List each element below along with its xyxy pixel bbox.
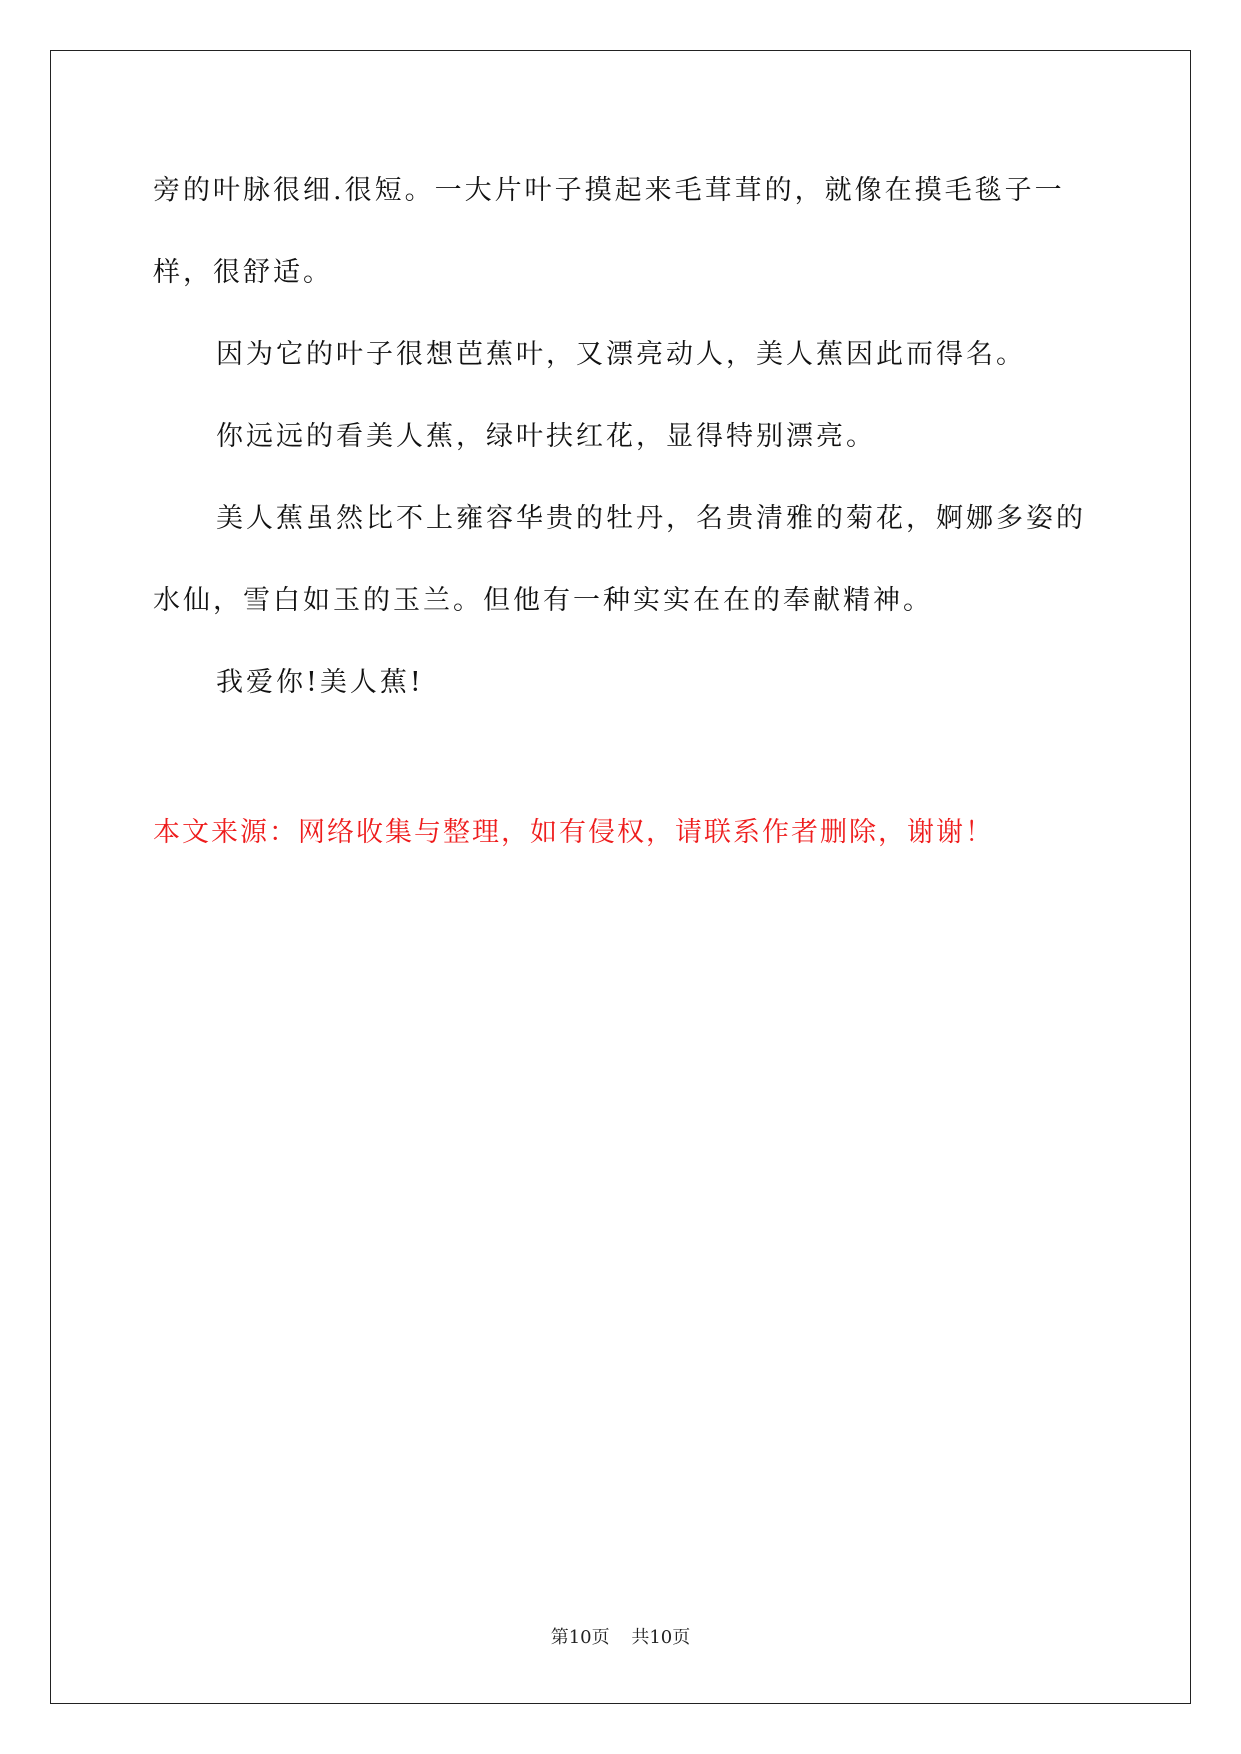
paragraph-5: 我爱你!美人蕉! xyxy=(216,667,424,698)
paragraph-4: 美人蕉虽然比不上雍容华贵的牡丹，名贵清雅的菊花，婀娜多姿的水仙，雪白如玉的玉兰。但他有一种实实在在的奉献精神。 xyxy=(153,503,1086,616)
paragraph-2: 因为它的叶子很想芭蕉叶，又漂亮动人，美人蕉因此而得名。 xyxy=(216,339,1026,370)
total-pages-label: 共10页 xyxy=(631,1627,691,1648)
current-page-label: 第10页 xyxy=(550,1627,610,1648)
paragraph-1: 旁的叶脉很细.很短。一大片叶子摸起来毛茸茸的，就像在摸毛毯子一样，很舒适。 xyxy=(153,175,1065,288)
source-note: 本文来源：网络收集与整理，如有侵权，请联系作者删除，谢谢！ xyxy=(153,817,994,848)
document-body xyxy=(153,150,1093,724)
page-footer xyxy=(0,1623,1241,1649)
paragraph-3: 你远远的看美人蕉，绿叶扶红花，显得特别漂亮。 xyxy=(216,421,876,452)
